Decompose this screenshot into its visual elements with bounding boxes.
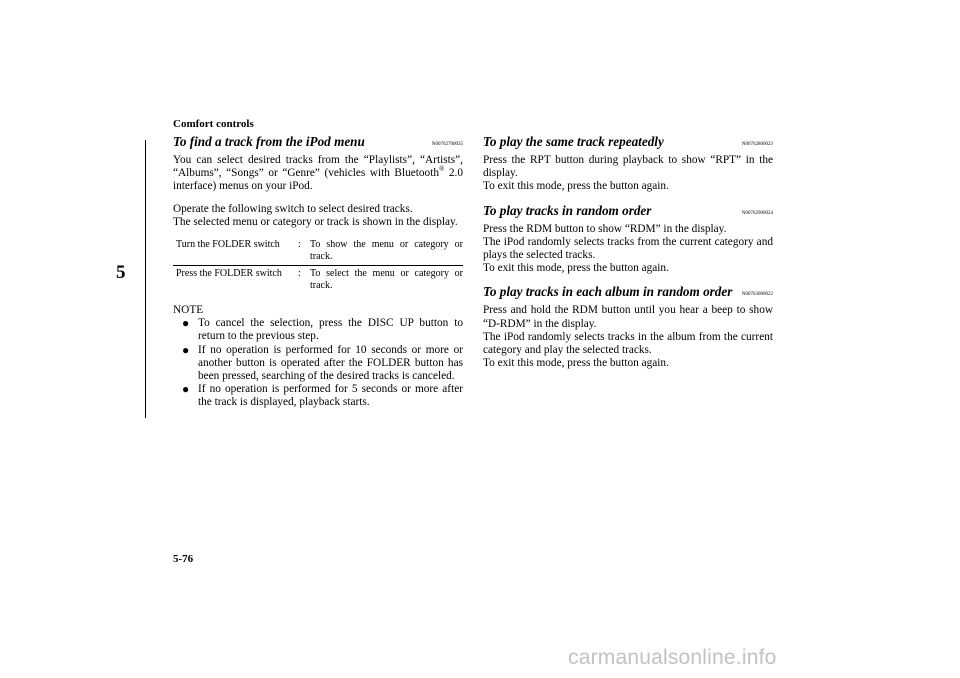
random-order-section [483, 203, 773, 276]
reference-code: N00762800023 [741, 142, 773, 147]
album-random-section [483, 284, 773, 370]
body-line: To exit this mode, press the button again. [483, 180, 669, 193]
result-cell: To show the menu or category or track. [310, 239, 463, 263]
body-line: Press the RDM button to show “RDM” in the display. [483, 222, 727, 235]
separator-cell: : [298, 239, 301, 251]
body-line: The iPod randomly selects tracks in the album from the current category and play the selected tracks. [483, 330, 773, 357]
bullet-icon: ● [182, 316, 190, 331]
action-cell: Press the FOLDER switch [176, 268, 282, 280]
note-item [182, 344, 463, 384]
note-item [182, 317, 463, 343]
heading-text: To play tracks in each album in random order [483, 284, 733, 300]
registered-mark: ® [439, 165, 445, 174]
heading-text: To find a track from the iPod menu [173, 134, 365, 149]
note-title: NOTE [173, 304, 204, 317]
instruction-line: The selected menu or category or track is shown in the display. [173, 215, 458, 228]
section-heading [483, 134, 773, 149]
page-number: 5-76 [173, 553, 194, 565]
right-column [483, 134, 773, 370]
body-line: Press the RPT button during playback to show “RPT” in the display. [483, 154, 773, 180]
left-column [173, 134, 463, 410]
section-header: Comfort controls [173, 118, 254, 130]
reference-code: N00762900024 [741, 210, 773, 216]
instruction-line: Operate the following switch to select desired tracks. [173, 202, 413, 215]
body-line: To exit this mode, press the button again. [483, 262, 669, 275]
body-line: The iPod randomly selects tracks from the current category and plays the selected tracks. [483, 235, 773, 262]
find-track-section [173, 134, 463, 410]
repeat-track-section [483, 134, 773, 194]
section-heading [483, 284, 773, 299]
chapter-number: 5 [116, 262, 126, 283]
table-row [173, 266, 463, 295]
intro-paragraph [173, 154, 463, 194]
reference-code: N00763000022 [741, 292, 773, 298]
intro-text-end: 2.0 interface) menus on your iPod. [173, 167, 463, 193]
bullet-icon: ● [182, 382, 190, 397]
heading-text: To play tracks in random order [483, 202, 652, 218]
note-text: To cancel the selection, press the DISC UP button to return to the previous step. [198, 317, 463, 343]
heading-text: To play the same track repeatedly [483, 134, 664, 149]
reference-code: N00762700035 [431, 142, 463, 147]
switch-operation-table [173, 237, 463, 294]
intro-text: You can select desired tracks from the “Playlists”, “Artists”, “Albums”, “Songs” or “Genre” (vehicles with Bluetooth [173, 154, 463, 180]
note-item [182, 383, 463, 409]
notes-list [173, 317, 463, 409]
section-heading [173, 134, 463, 149]
bullet-icon: ● [182, 342, 190, 357]
table-row [173, 237, 463, 266]
body-line: To exit this mode, press the button again. [483, 357, 669, 370]
body-line: Press and hold the RDM button until you hear a beep to show “D-RDM” in the display. [483, 304, 773, 330]
watermark: carmanualsonline.info [568, 646, 777, 669]
action-cell: Turn the FOLDER switch [176, 239, 280, 251]
note-text: If no operation is performed for 10 seconds or more or another button is operated after the FOLDER button has been pressed, searching of the desired tracks is canceled. [198, 343, 463, 383]
note-text: If no operation is performed for 5 seconds or more after the track is displayed, playback starts. [198, 383, 463, 409]
result-cell: To select the menu or category or track. [310, 268, 463, 292]
section-heading [483, 203, 773, 218]
separator-cell: : [298, 268, 301, 280]
